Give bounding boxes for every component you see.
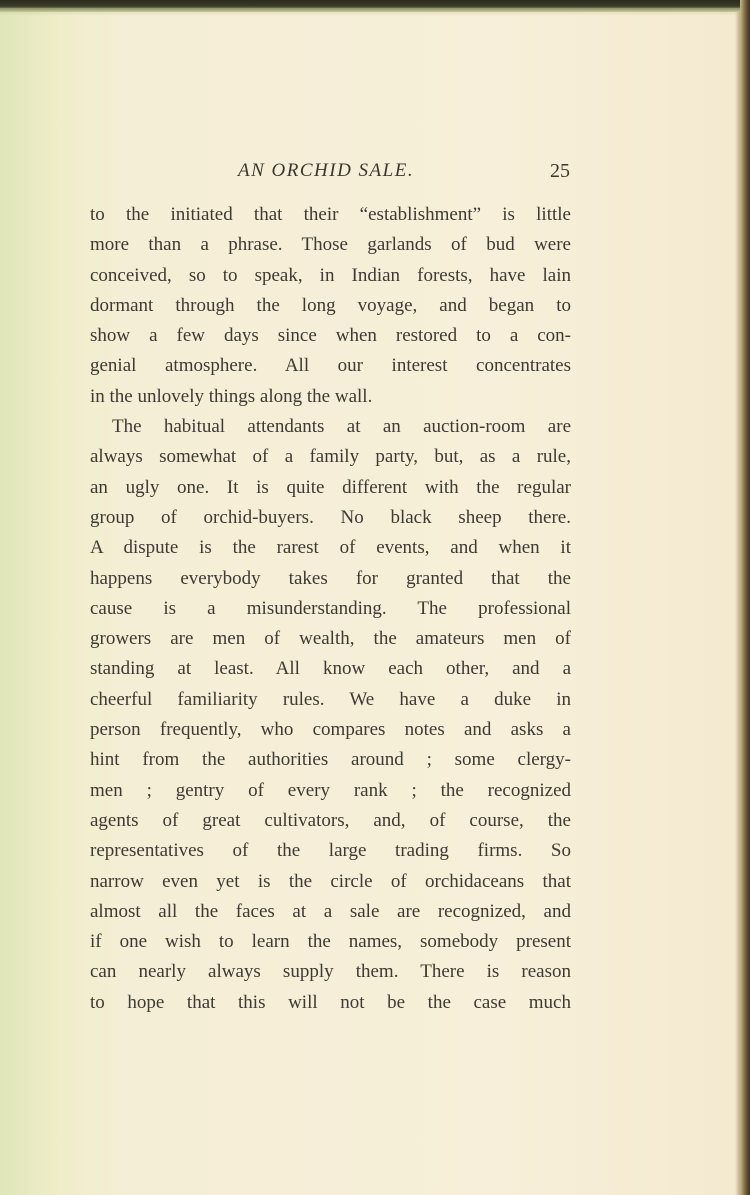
text-line: group of orchid-buyers. No black sheep there. [90, 506, 571, 528]
text-line: an ugly one. It is quite different with the regular [90, 476, 571, 498]
text-line: always somewhat of a family party, but, as a rule, [90, 446, 571, 468]
text-line: can nearly always supply them. There is reason [90, 961, 571, 983]
text-line: happens everybody takes for granted that the [90, 567, 571, 589]
text-line: to hope that this will not be the case much [90, 991, 571, 1013]
text-line: more than a phrase. Those garlands of bud were [90, 234, 571, 256]
running-title: AN ORCHID SALE. [238, 160, 415, 181]
text-line: almost all the faces at a sale are recognized, and [90, 900, 571, 922]
text-line: to the initiated that their “establishment” is little [90, 204, 571, 225]
text-line: conceived, so to speak, in Indian forests, have lain [90, 264, 571, 286]
text-line: A dispute is the rarest of events, and when it [90, 537, 571, 559]
text-line: hint from the authorities around ; some clergy- [90, 749, 571, 771]
text-line: The habitual attendants at an auction-room are [112, 416, 571, 438]
text-line: agents of great cultivators, and, of course, the [90, 809, 571, 831]
text-line: narrow even yet is the circle of orchidaceans that [90, 870, 571, 892]
text-line: person frequently, who compares notes and asks a [90, 719, 571, 741]
page-right-edge [740, 0, 750, 1195]
text-line: growers are men of wealth, the amateurs men of [90, 628, 571, 650]
page-number: 25 [550, 160, 570, 182]
text-line: men ; gentry of every rank ; the recognized [90, 779, 571, 801]
page-header [90, 160, 570, 190]
text-line: standing at least. All know each other, and a [90, 658, 571, 680]
body-text [90, 200, 571, 1018]
text-line: in the unlovely things along the wall. [90, 385, 373, 407]
text-line: show a few days since when restored to a con- [90, 325, 571, 347]
text-line: genial atmosphere. All our interest concentrates [90, 355, 571, 377]
text-line: if one wish to learn the names, somebody present [90, 931, 571, 953]
text-line: cheerful familiarity rules. We have a duke in [90, 688, 571, 710]
text-line: dormant through the long voyage, and began to [90, 294, 571, 316]
page-top-edge [0, 0, 750, 12]
text-line: cause is a misunderstanding. The professional [90, 597, 571, 619]
text-line: representatives of the large trading firms. So [90, 840, 571, 862]
